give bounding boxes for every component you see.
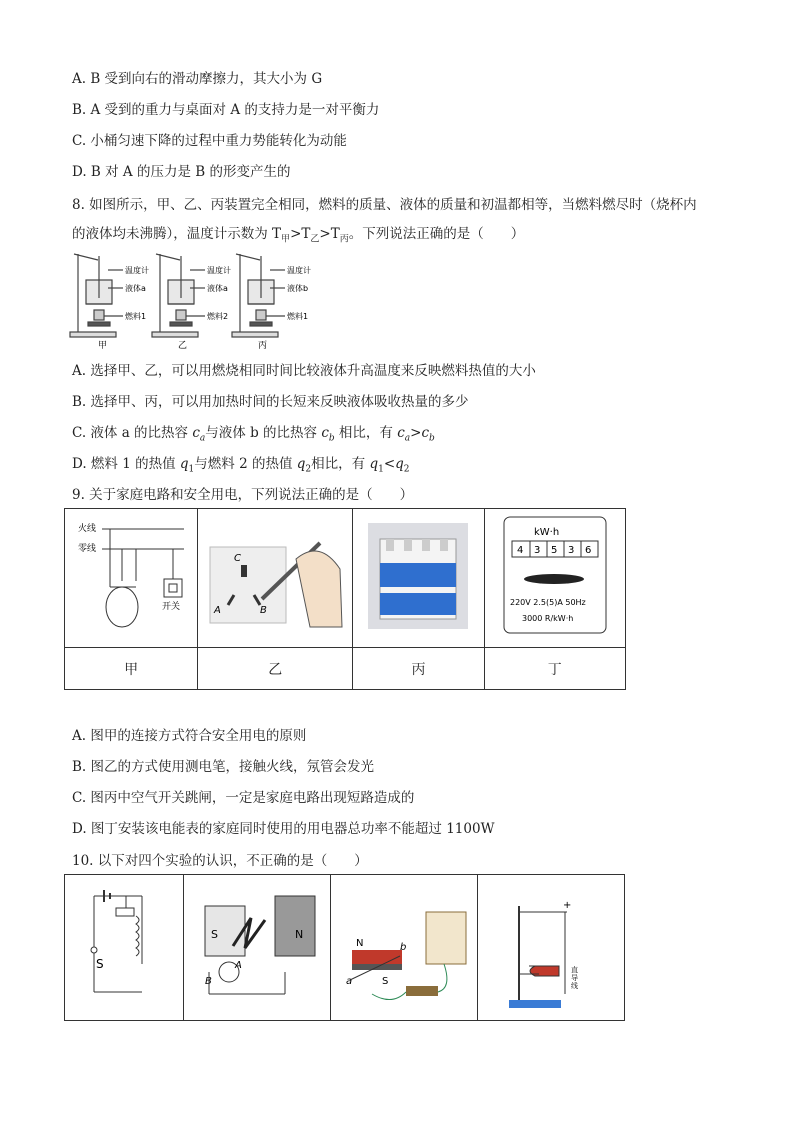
q8-figure bbox=[68, 250, 311, 351]
hand-icon bbox=[296, 551, 342, 627]
caption-yi: 乙 bbox=[178, 341, 188, 351]
q9-figure-table bbox=[64, 508, 626, 690]
galvanometer-icon bbox=[426, 912, 466, 964]
caption-bing: 丙 bbox=[258, 341, 268, 351]
q10-fig-1 bbox=[65, 875, 184, 1021]
meter-digit: 3 bbox=[533, 545, 541, 556]
label-thermometer-jia: 温度计 bbox=[125, 266, 149, 275]
caption-jia: 甲 bbox=[98, 341, 108, 351]
q9-option-c: C. 图丙中空气开关跳闸，一定是家庭电路出现短路造成的 bbox=[72, 790, 415, 806]
q8-stem-line1: 8. 如图所示，甲、乙、丙装置完全相同，燃料的质量、液体的质量和初温都相等，当燃料燃尽时（烧杯内 bbox=[72, 197, 697, 213]
label-A: A bbox=[235, 959, 243, 971]
meter-digit: 6 bbox=[584, 545, 592, 556]
caption-jia: 甲 bbox=[65, 648, 198, 690]
meter-rate: 3000 R/kW·h bbox=[521, 614, 574, 623]
q8-option-b: B. 选择甲、丙，可以用加热时间的长短来反映液体吸收热量的多少 bbox=[72, 394, 469, 410]
label-thermometer-yi: 温度计 bbox=[207, 266, 231, 275]
label-switch: 开关 bbox=[162, 602, 181, 612]
label-b: b bbox=[400, 941, 407, 953]
q9-fig-jia bbox=[65, 509, 198, 648]
caption-bing: 丙 bbox=[353, 648, 484, 690]
q8-stem-line2: 的液体均未沸腾），温度计示数为 $T_甲>T_乙>T_丙$。下列说法正确的是（ ） bbox=[72, 226, 525, 245]
caption-yi: 乙 bbox=[198, 648, 353, 690]
q9-option-a: A. 图甲的连接方式符合安全用电的原则 bbox=[72, 728, 307, 744]
label-neutral-wire: 零线 bbox=[78, 544, 97, 554]
label-switch-s: S bbox=[96, 956, 104, 971]
label-B: B bbox=[205, 975, 213, 987]
meter-unit: kW·h bbox=[533, 527, 559, 538]
q8-option-d: D. 燃料 1 的热值 $q_1$与燃料 2 的热值 $q_2$相比，有 $q_1<q_2$ bbox=[72, 456, 410, 475]
coil-icon bbox=[136, 916, 139, 956]
q7-option-d: D. B 对 A 的压力是 B 的形变产生的 bbox=[72, 164, 291, 180]
switch-icon bbox=[406, 986, 438, 996]
bulb-icon bbox=[106, 587, 138, 627]
label-s: S bbox=[211, 927, 219, 941]
q8-option-c: C. 液体 a 的比热容 $c_a$与液体 b 的比热容 $c_b$ 相比，有 $c_a>c_b$ bbox=[72, 425, 435, 444]
label-live-wire: 火线 bbox=[78, 524, 97, 534]
q7-option-b: B. A 受到的重力与桌面对 A 的支持力是一对平衡力 bbox=[72, 102, 380, 118]
magnet-icon bbox=[352, 950, 402, 964]
caption-ding: 丁 bbox=[484, 648, 625, 690]
label-a: a bbox=[346, 975, 353, 987]
meter-spec: 220V 2.5(5)A 50Hz bbox=[509, 598, 586, 607]
q9-option-d: D. 图丁安装该电能表的家庭同时使用的用电器总功率不能超过 1100W bbox=[72, 821, 495, 837]
apparatus-bing bbox=[232, 254, 285, 337]
switch-icon bbox=[91, 947, 97, 953]
label-wire-2: 导 bbox=[571, 973, 579, 982]
label-s: S bbox=[382, 975, 389, 987]
q9-option-b: B. 图乙的方式使用测电笔，接触火线，氖管会发光 bbox=[72, 759, 375, 775]
label-liquid-bing: 液体b bbox=[287, 284, 309, 293]
label-wire-3: 线 bbox=[571, 981, 579, 990]
q9-fig-yi bbox=[198, 509, 353, 648]
meter-digit: 3 bbox=[567, 545, 575, 556]
label-plus: + bbox=[563, 899, 572, 911]
label-liquid-jia: 液体a bbox=[125, 284, 146, 293]
label-socket-b: B bbox=[260, 605, 268, 616]
label-fuel-jia: 燃料1 bbox=[125, 312, 147, 321]
label-fuel-yi: 燃料2 bbox=[207, 312, 229, 321]
q7-option-a: A. B 受到向右的滑动摩擦力，其大小为 G bbox=[72, 71, 323, 87]
q9-stem: 9. 关于家庭电路和安全用电，下列说法正确的是（ ） bbox=[72, 487, 414, 503]
label-n: N bbox=[295, 927, 304, 941]
meter-digit: 4 bbox=[516, 545, 524, 556]
q9-fig-ding bbox=[484, 509, 625, 648]
label-liquid-yi: 液体a bbox=[207, 284, 228, 293]
q10-figure-table bbox=[64, 874, 625, 1021]
q10-fig-4 bbox=[478, 875, 625, 1021]
label-fuel-bing: 燃料1 bbox=[287, 312, 309, 321]
label-wire-1: 直 bbox=[571, 965, 579, 974]
magnet-n-icon bbox=[275, 896, 315, 956]
q9-fig-bing bbox=[353, 509, 484, 648]
apparatus-jia bbox=[70, 254, 123, 337]
switch-icon bbox=[164, 579, 182, 597]
rheostat-icon bbox=[116, 908, 134, 916]
label-socket-a: A bbox=[214, 605, 222, 616]
label-thermometer-bing: 温度计 bbox=[287, 266, 311, 275]
q7-option-c: C. 小桶匀速下降的过程中重力势能转化为动能 bbox=[72, 133, 347, 149]
q8-option-a: A. 选择甲、乙，可以用燃烧相同时间比较液体升高温度来反映燃料热值的大小 bbox=[72, 363, 536, 379]
meter-digit: 5 bbox=[550, 545, 558, 556]
q10-fig-3 bbox=[331, 875, 478, 1021]
label-socket-c: C bbox=[234, 553, 242, 564]
q10-stem: 10. 以下对四个实验的认识，不正确的是（ ） bbox=[72, 853, 368, 869]
q10-fig-2 bbox=[184, 875, 331, 1021]
apparatus-yi bbox=[152, 254, 205, 337]
label-n: N bbox=[356, 937, 364, 949]
